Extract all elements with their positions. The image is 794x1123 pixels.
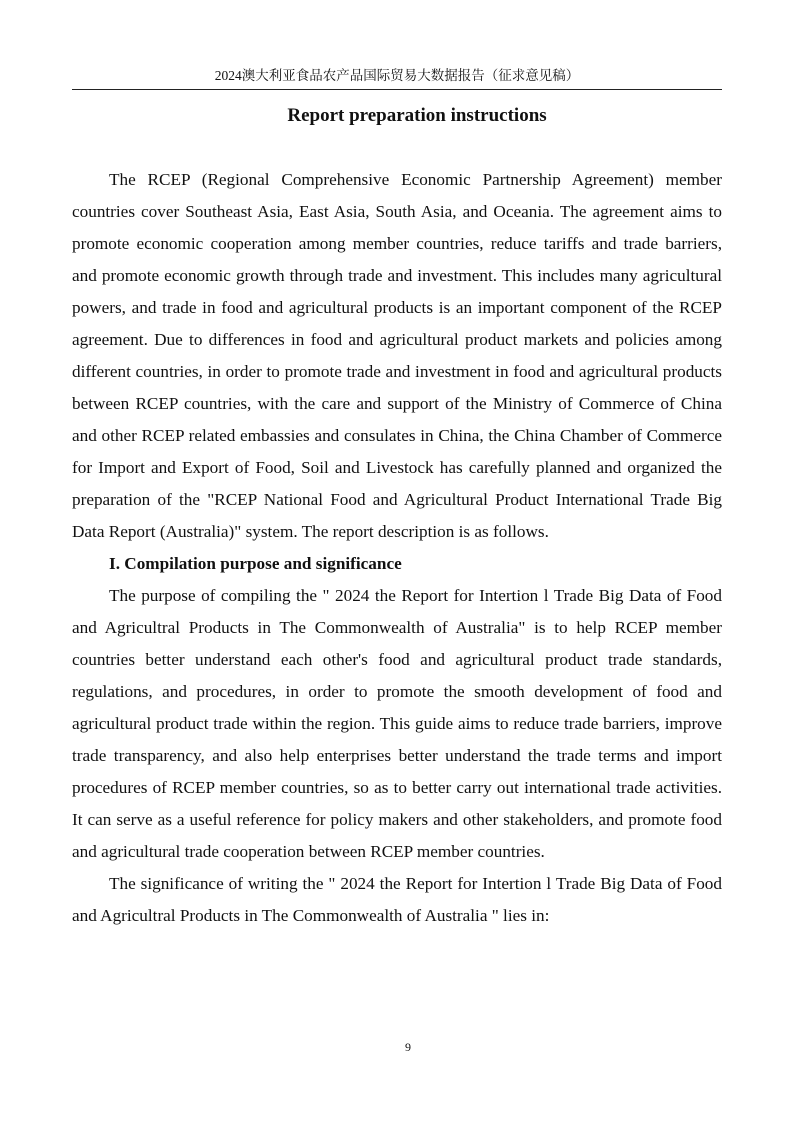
page-title: Report preparation instructions	[287, 105, 547, 126]
significance-paragraph: The significance of writing the " 2024 the Report for Intertion l Trade Big Data of Food and Agricultral Products in The Commonwealth of Australia " lies in:	[72, 874, 722, 925]
purpose-paragraph: The purpose of compiling the " 2024 the Report for Intertion l Trade Big Data of Food and Agricultral Products in The Commonwealth of Australia" is to help RCEP member countries better understand each other's food and agricultural product trade standards, regulations, and procedures, in order to promote the smooth development of food and agricultural product trade within the region. This guide aims to reduce trade barriers, improve trade transparency, and also help enterprises better understand the trade terms and import procedures of RCEP member countries, so as to better carry out international trade activities. It can serve as a useful reference for policy makers and other stakeholders, and promote food and agricultural trade cooperation between RCEP member countries.	[72, 586, 722, 861]
section-heading: I. Compilation purpose and significance	[109, 554, 402, 573]
running-header: 2024澳大利亚食品农产品国际贸易大数据报告（征求意见稿）	[214, 68, 580, 83]
intro-paragraph: The RCEP (Regional Comprehensive Economic Partnership Agreement) member countries cover Southeast Asia, East Asia, South Asia, and Oceania. The agreement aims to promote economic cooperation among member countries, reduce tariffs and trade barriers, and promote economic growth through trade and investment. This includes many agricultural powers, and trade in food and agricultural products is an important component of the RCEP agreement. Due to differences in food and agricultural product markets and policies among different countries, in order to promote trade and investment in food and agricultural products between RCEP countries, with the care and support of the Ministry of Commerce of China and other RCEP related embassies and consulates in China, the China Chamber of Commerce for Import and Export of Food, Soil and Livestock has carefully planned and organized the preparation of the "RCEP National Food and Agricultural Product International Trade Big Data Report (Australia)" system. The report description is as follows.	[72, 170, 722, 541]
document-body	[72, 164, 722, 932]
page-number: 9	[405, 1040, 411, 1054]
header-divider	[72, 89, 722, 90]
